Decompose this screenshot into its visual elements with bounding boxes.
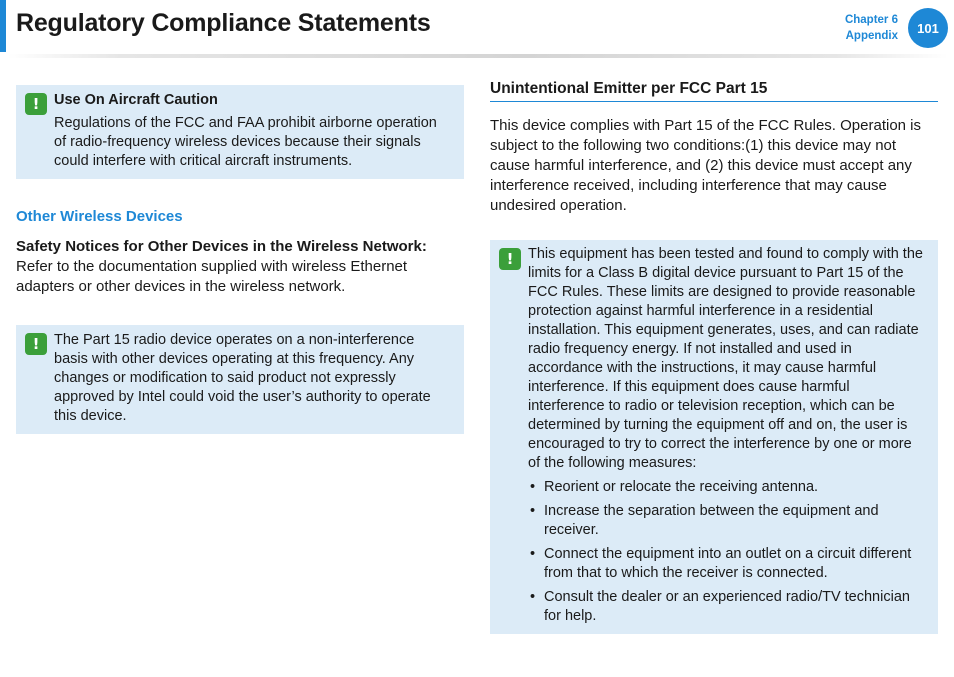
note-text: This equipment has been tested and found to comply with the limits for a Class B digital device pursuant to Part 15 of the FCC Rules. These limits are designed to provide reasonable protection against harmful interference in a residential installation. This equipment generates, uses, and can radiate radio frequency energy. If not installed and used in accordance with the instructions, it may cause harmful interference. If this equipment does cause harmful interference to radio or television reception, which can be determined by turning the equipment off and on, the user is encouraged to try to correct the interference by one or more of the following measures: <box>528 246 923 471</box>
chapter-label: Chapter 6 <box>844 14 898 26</box>
page-number-badge: 101 <box>908 8 948 48</box>
header-divider <box>8 54 948 58</box>
section-label: Appendix <box>845 30 898 42</box>
safety-notice-text: Refer to the documentation supplied with wireless Ethernet adapters or other devices in the wireless network. <box>16 258 408 295</box>
exclamation-icon: ! <box>499 248 521 270</box>
safety-notice-paragraph <box>16 237 464 297</box>
list-item: • Reorient or relocate the receiving antenna. <box>528 478 926 497</box>
list-item: • Consult the dealer or an experienced radio/TV technician for help. <box>528 588 926 626</box>
exclamation-icon: ! <box>25 93 47 115</box>
page-title: Regulatory Compliance Statements <box>16 9 431 37</box>
header-accent-bar <box>0 0 6 52</box>
fcc-intro-paragraph: This device complies with Part 15 of the FCC Rules. Operation is subject to the following two conditions:(1) this device may not cause harmful interference, and (2) this device must accept any interference received, including interference that may cause undesired operation. <box>490 117 922 214</box>
exclamation-icon: ! <box>25 333 47 355</box>
other-devices-heading: Other Wireless Devices <box>16 208 183 225</box>
note-text: The Part 15 radio device operates on a non-interference basis with other devices operating at this frequency. Any changes or modification to said product not expressly approved by Intel could void the user’s authority to operate this device. <box>54 332 431 424</box>
fcc-part15-heading: Unintentional Emitter per FCC Part 15 <box>490 78 938 102</box>
list-item: • Increase the separation between the equipment and receiver. <box>528 502 926 540</box>
aircraft-caution-note <box>16 85 464 179</box>
part15-note <box>16 325 464 434</box>
note-title: Use On Aircraft Caution <box>54 92 218 108</box>
safety-notice-lead: Safety Notices for Other Devices in the Wireless Network: <box>16 238 427 255</box>
list-item: • Connect the equipment into an outlet on a circuit different from that to which the receiver is connected. <box>528 545 926 583</box>
measures-list <box>528 478 926 626</box>
right-column <box>490 78 938 634</box>
chapter-info <box>845 12 898 44</box>
left-column <box>16 85 464 434</box>
note-text: Regulations of the FCC and FAA prohibit airborne operation of radio-frequency wireless devices because their signals could interfere with critical aircraft instruments. <box>54 115 437 169</box>
class-b-note <box>490 240 938 634</box>
